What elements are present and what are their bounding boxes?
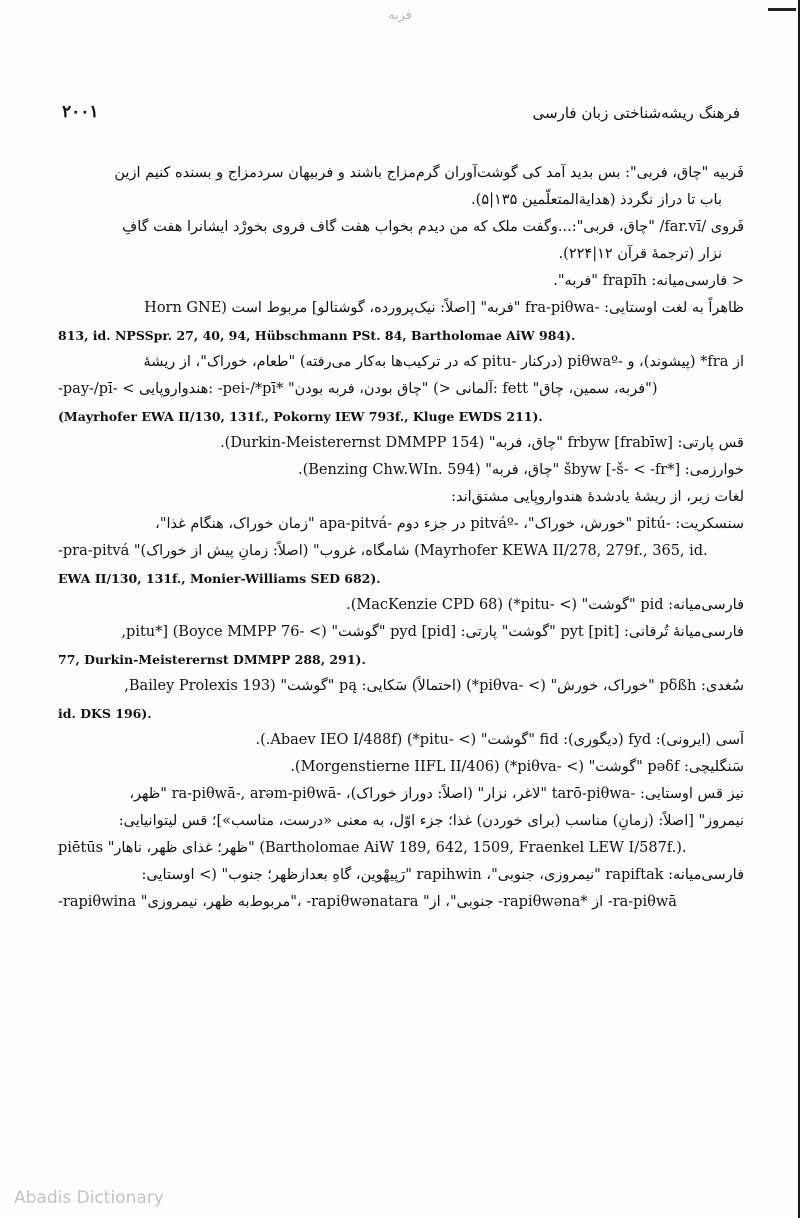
text-line: id. DKS 196). <box>58 706 152 721</box>
text-line: piētūs "ظهر؛ غذای ظهر، ناهار" (Bartholomae AiW 189, 642, 1509, Fraenkel LEW I/587f.). <box>58 840 687 856</box>
text-line: (Mayrhofer EWA II/130, 131f., Pokorny IEW 793f., Kluge EWDS 211). <box>58 409 543 424</box>
text-line: 813, id. NPSSpr. 27, 40, 94, Hübschmann PSt. 84, Bartholomae AiW 984). <box>58 328 576 343</box>
running-title: فرهنگ ریشه‌شناختی زبان فارسی <box>532 104 740 122</box>
text-line: -pay-/pī- < هندواروپایی: -pei-/*pī* "چاق بودن، فربه بودن" (> آلمانی: fett "فربه، سمین، چاق") <box>58 381 658 397</box>
entry-text <box>58 160 744 916</box>
text-line: فَربیه "چاق، فربی": بس بدید آمد کی گوشت‌آوران گرم‌مزاج باشند و فربیهان سردمزاج و بسنده کنیم ازین <box>114 165 744 181</box>
text-line: فارسی‌میانه: rapiftak "نیمروزی، جنوبی"، rapihwin "رَپیهْوین، گاهِ بعدازظهر؛ جنوب" (> اوستایی: <box>141 867 744 883</box>
text-line: نیز قس اوستایی: -tarō-piθwa "لاغر، نزار" (اصلاً: دوراز خوراک)، -ra-piθwā-, arəm-piθwā "ظهر، <box>129 786 744 802</box>
text-line: EWA II/130, 131f., Monier-Williams SED 682). <box>58 571 381 586</box>
headword-label: فربه <box>388 8 412 23</box>
page-number: ۲۰۰۱ <box>62 102 99 122</box>
text-line: نیمروز" [اصلاً: (زمانِ) مناسب (برای خوردن) غذا؛ جزء اوّل، به معنی «درست، مناسب»]؛ قس لیتوانیایی: <box>118 813 744 829</box>
text-line: سَنگلیچی: pəδf "گوشت" (> -piθva*) (Morgenstierne IIFL II/406). <box>290 759 744 775</box>
text-line: < فارسی‌میانه: frapīh "فربه". <box>553 273 744 289</box>
text-line: سنسکریت: -pitú "خورش، خوراک"، -pitváº در جزء دوم -apa-pitvá "زمان خوراک، هنگام غذا"، <box>155 516 744 532</box>
watermark: Abadis Dictionary <box>14 1188 164 1208</box>
text-line: -pra-pitvá "شامگاه، غروب" (اصلاً: زمانِ پیش از خوراک) (Mayrhofer KEWA II/278, 279f., 365, id. <box>58 543 708 559</box>
text-line: آسی (ایرونی): fyd (دیگوری): fid "گوشت" (> -pitu*) (Abaev IEO I/488f.). <box>255 732 744 748</box>
text-line: فَروی /far.vī/ "چاق، فربی":...وگفت ملک که من دیدم بخواب هفت گاف فروی بخورْد ایشانرا هفت گافِ <box>122 219 744 235</box>
text-line: فارسی‌میانهٔ تُرفانی: pyt [pit] "گوشت" پارتی: pyd [pid] "گوشت" (> -pitu*] (Boyce MMPP 76, <box>121 624 744 640</box>
text-line: فارسی‌میانه: pid "گوشت" (> -pitu*) (MacKenzie CPD 68). <box>346 597 744 613</box>
text-line: قس پارتی: frbyw [frabīw] "چاق، فربه" (Durkin-Meisterernst DMMPP 154). <box>220 435 744 451</box>
text-line: باب تا دراز نگردذ (هدایةالمتعلّمین ۱۳۵|۵). <box>471 192 722 208</box>
text-line: نزار (ترجمهٔ قرآن ۱۲|۲۲۴). <box>558 246 722 262</box>
text-line: -rapiθwina "مربوط‌به ظهر، نیمروزی"، -rapiθwənatara "جنوبی"، از -rapiθwəna* از -ra-piθwā <box>58 894 677 910</box>
text-line: از fra* (پیشوند)، و -piθwaº (درکنار -pitu که در ترکیب‌ها به‌کار می‌رفته) "طعام، خوراک"، از ریشهٔ <box>143 354 744 370</box>
text-line: خوارزمی: šbyw [-š- < -fr*] "چاق، فربه" (Benzing Chw.WIn. 594). <box>297 462 744 478</box>
text-line: ظاهراً به لغت اوستایی: -fra-piθwa "فربه" [اصلاً: نیک‌پرورده، گوشتالو] مربوط است (Horn GNE <box>144 300 744 316</box>
text-line: 77, Durkin-Meisterernst DMMPP 288, 291). <box>58 652 366 667</box>
text-line: سُغدی: pδßh "خوراک، خورش" (> -piθva*) (احتمالاً) سَکایی: pą "گوشت" (Bailey Prolexis 193, <box>124 678 744 694</box>
text-line: لغات زیر، از ریشهٔ یادشدهٔ هندواروپایی مشتق‌اند: <box>451 489 744 505</box>
page-header <box>62 102 740 132</box>
